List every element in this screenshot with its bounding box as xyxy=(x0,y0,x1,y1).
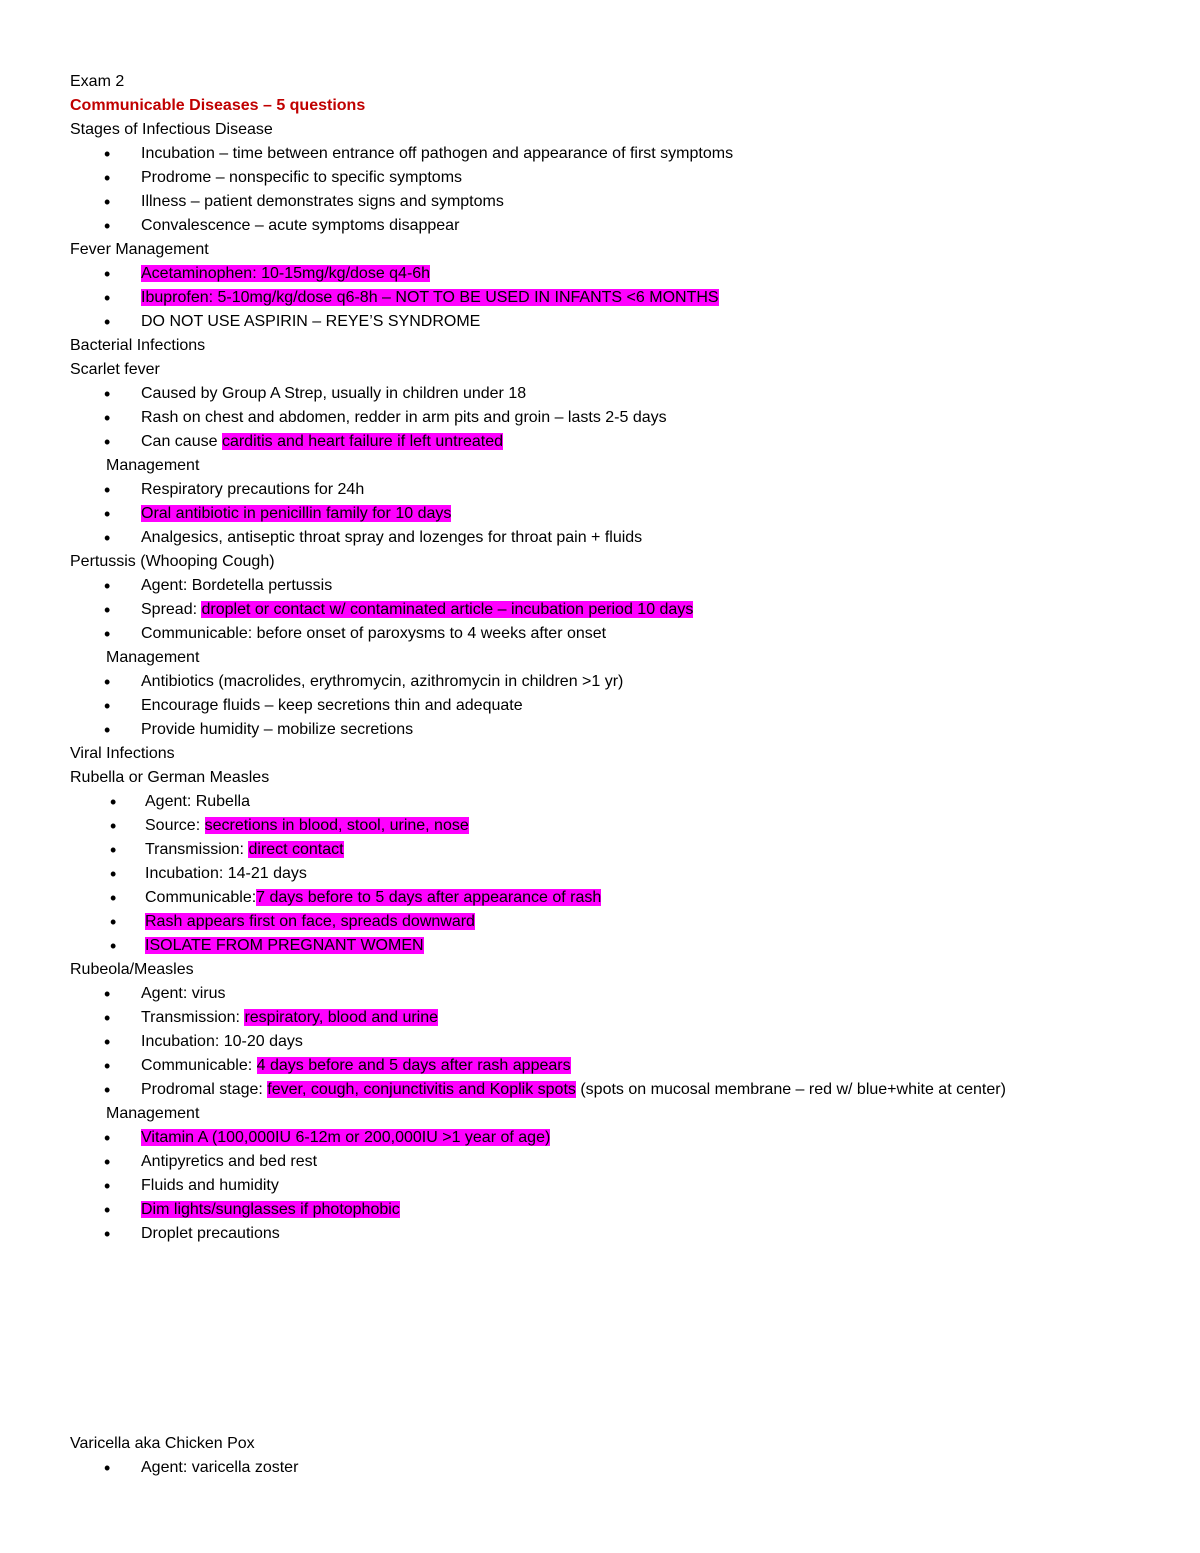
text-segment: Agent: virus xyxy=(141,985,226,1002)
text-line xyxy=(70,118,1170,142)
text-segment: Incubation: 14-21 days xyxy=(145,865,307,882)
text-segment: Bacterial Infections xyxy=(70,337,206,354)
text-segment: Agent: Bordetella pertussis xyxy=(141,577,333,594)
highlighted-text: Vitamin A (100,000IU 6-12m or 200,000IU >1 year of age) xyxy=(141,1129,551,1146)
text-line xyxy=(70,958,1170,982)
text-segment: Spread: xyxy=(141,601,202,618)
bullet-item xyxy=(70,790,1170,814)
text-segment: Convalescence – acute symptoms disappear xyxy=(141,217,460,234)
bullet-item xyxy=(70,862,1170,886)
bullet-item xyxy=(70,526,1170,550)
bullet-item xyxy=(70,1456,1170,1480)
bullet-item xyxy=(70,406,1170,430)
bullet-item xyxy=(70,1006,1170,1030)
bullet-item xyxy=(70,262,1170,286)
text-segment: Provide humidity – mobilize secretions xyxy=(141,721,414,738)
bullet-item xyxy=(70,430,1170,454)
bullet-item xyxy=(70,382,1170,406)
highlighted-text: respiratory, blood and urine xyxy=(244,1009,439,1026)
text-line xyxy=(70,766,1170,790)
highlighted-text: Oral antibiotic in penicillin family for 10 days xyxy=(141,505,452,522)
text-segment: Transmission: xyxy=(145,841,249,858)
text-segment: Pertussis (Whooping Cough) xyxy=(70,553,275,570)
text-segment: Incubation – time between entrance off pathogen and appearance of first symptoms xyxy=(141,145,734,162)
highlighted-text: direct contact xyxy=(248,841,344,858)
text-line xyxy=(70,646,1170,670)
bullet-item xyxy=(70,1054,1170,1078)
bullet-item xyxy=(70,910,1170,934)
text-segment: Scarlet fever xyxy=(70,361,160,378)
text-segment: Antibiotics (macrolides, erythromycin, azithromycin in children >1 yr) xyxy=(141,673,624,690)
bullet-item xyxy=(70,622,1170,646)
text-line xyxy=(70,358,1170,382)
bullet-item xyxy=(70,886,1170,910)
text-segment: Source: xyxy=(145,817,205,834)
highlighted-text: Dim lights/sunglasses if photophobic xyxy=(141,1201,400,1218)
bullet-item xyxy=(70,286,1170,310)
text-segment: Can cause xyxy=(141,433,222,450)
text-segment: Antipyretics and bed rest xyxy=(141,1153,318,1170)
text-line xyxy=(70,70,1170,94)
bullet-item xyxy=(70,934,1170,958)
text-segment: DO NOT USE ASPIRIN – REYE’S SYNDROME xyxy=(141,313,481,330)
text-segment: Management xyxy=(106,1105,200,1122)
bullet-item xyxy=(70,478,1170,502)
text-line xyxy=(70,454,1170,478)
section-title xyxy=(70,94,1170,118)
bullet-item xyxy=(70,1174,1170,1198)
highlighted-text: ISOLATE FROM PREGNANT WOMEN xyxy=(145,937,424,954)
text-segment: Management xyxy=(106,649,200,666)
text-segment: Rubeola/Measles xyxy=(70,961,194,978)
bullet-item xyxy=(70,502,1170,526)
text-segment: Caused by Group A Strep, usually in children under 18 xyxy=(141,385,527,402)
bullet-item xyxy=(70,814,1170,838)
bullet-item xyxy=(70,166,1170,190)
bullet-item xyxy=(70,598,1170,622)
highlighted-text: Rash appears first on face, spreads downward xyxy=(145,913,475,930)
bullet-item xyxy=(70,1078,1170,1102)
bullet-item xyxy=(70,718,1170,742)
bullet-item xyxy=(70,982,1170,1006)
text-segment: Agent: Rubella xyxy=(145,793,250,810)
text-segment: Varicella aka Chicken Pox xyxy=(70,1435,255,1452)
text-line xyxy=(70,1432,1170,1456)
text-segment: Respiratory precautions for 24h xyxy=(141,481,365,498)
text-segment: Illness – patient demonstrates signs and symptoms xyxy=(141,193,504,210)
bullet-item xyxy=(70,1126,1170,1150)
text-segment: Prodrome – nonspecific to specific symptoms xyxy=(141,169,463,186)
bullet-item xyxy=(70,142,1170,166)
highlighted-text: Acetaminophen: 10-15mg/kg/dose q4-6h xyxy=(141,265,431,282)
bullet-item xyxy=(70,190,1170,214)
highlighted-text: fever, cough, conjunctivitis and Koplik spots xyxy=(267,1081,576,1098)
highlighted-text: carditis and heart failure if left untreated xyxy=(221,433,503,450)
text-segment: Incubation: 10-20 days xyxy=(141,1033,303,1050)
text-segment: Rubella or German Measles xyxy=(70,769,270,786)
highlighted-text: secretions in blood, stool, urine, nose xyxy=(204,817,469,834)
bullet-item xyxy=(70,694,1170,718)
text-segment: Transmission: xyxy=(141,1009,245,1026)
bullet-item xyxy=(70,1198,1170,1222)
text-segment: Communicable: xyxy=(145,889,257,906)
text-segment: Prodromal stage: xyxy=(141,1081,268,1098)
text-segment: Communicable Diseases – 5 questions xyxy=(70,97,366,114)
bullet-item xyxy=(70,838,1170,862)
text-segment: Fever Management xyxy=(70,241,209,258)
text-segment: Communicable: before onset of paroxysms to 4 weeks after onset xyxy=(141,625,607,642)
highlighted-text: 7 days before to 5 days after appearance of rash xyxy=(256,889,602,906)
bullet-item xyxy=(70,214,1170,238)
text-line xyxy=(70,238,1170,262)
text-segment: Fluids and humidity xyxy=(141,1177,279,1194)
text-segment: Exam 2 xyxy=(70,73,125,90)
text-segment: Viral Infections xyxy=(70,745,175,762)
text-line xyxy=(70,550,1170,574)
highlighted-text: 4 days before and 5 days after rash appears xyxy=(256,1057,571,1074)
bullet-item xyxy=(70,310,1170,334)
text-line xyxy=(70,334,1170,358)
page-gap xyxy=(70,1246,1170,1432)
bullet-item xyxy=(70,670,1170,694)
text-segment: Agent: varicella zoster xyxy=(141,1459,299,1476)
text-segment: Droplet precautions xyxy=(141,1225,280,1242)
text-segment: Rash on chest and abdomen, redder in arm pits and groin – lasts 2-5 days xyxy=(141,409,667,426)
text-segment: (spots on mucosal membrane – red w/ blue+white at center) xyxy=(575,1081,1006,1098)
highlighted-text: droplet or contact w/ contaminated article – incubation period 10 days xyxy=(201,601,694,618)
text-segment: Analgesics, antiseptic throat spray and lozenges for throat pain + fluids xyxy=(141,529,643,546)
text-line xyxy=(70,1102,1170,1126)
bullet-item xyxy=(70,1030,1170,1054)
text-segment: Stages of Infectious Disease xyxy=(70,121,273,138)
text-line xyxy=(70,742,1170,766)
document-body xyxy=(70,70,1170,1480)
bullet-item xyxy=(70,1150,1170,1174)
text-segment: Communicable: xyxy=(141,1057,257,1074)
text-segment: Management xyxy=(106,457,200,474)
bullet-item xyxy=(70,574,1170,598)
highlighted-text: Ibuprofen: 5-10mg/kg/dose q6-8h – NOT TO BE USED IN INFANTS <6 MONTHS xyxy=(141,289,719,306)
text-segment: Encourage fluids – keep secretions thin and adequate xyxy=(141,697,523,714)
bullet-item xyxy=(70,1222,1170,1246)
